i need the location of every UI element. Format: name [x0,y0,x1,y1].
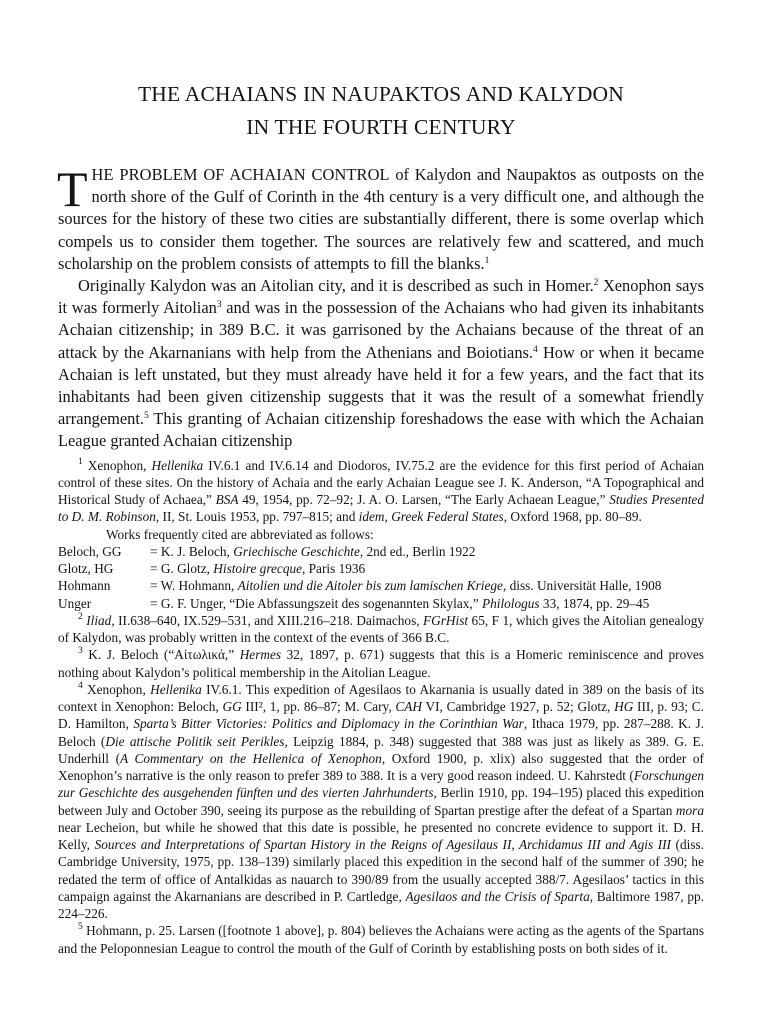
citation-title: Griechische Geschichte [233,543,360,559]
citation-title: Aitolien und die Aitoler bis zum lamischen Kriege [237,578,503,594]
abbreviation-row [58,577,704,594]
footnote-text: , II, St. Louis 1953, pp. 797–815; and [155,509,359,525]
article-body [57,161,704,453]
footnote-number: 3 [78,646,83,657]
citation-title: BSA [215,492,239,508]
footnote-5 [58,922,704,957]
footnote-text: IV.6.1 and IV.6.14 and Diodoros, IV.75.2 are the evidence for this first period of Achaian control of these sites. On the history of Achaia and the early Achaian League see J. K. Anderson, “A Topographical and Historical Study of Achaea,” [58,457,704,508]
footnote-text: 65, F 1, which gives the Aitolian genealogy of Kalydon, was probably written in the context of the events of 366 B.C. [58,612,704,646]
citation-title: Hermes [239,647,282,663]
footnote-text: 32, 1897, p. 671) suggests that this is a Homeric reminiscence and proves nothing about Kalydon’s political membership in the Aitolian League. [58,647,704,680]
footnote-ref-4: 4 [533,344,538,355]
abbreviation-value [150,577,704,594]
abbreviation-key: Glotz, HG [58,561,114,577]
footnote-ref-5: 5 [144,411,149,422]
footnote-text: (diss. Cambridge University, 1975, pp. 138–139) similarly placed this expedition in the second half of the summer of 390; he redated the term of office of Antalkidas as nauarch to 390/89 from the usually accepted 388/7. Agesilaos’ tactics in this campaign against the Akarnanians are described in P. Cartledge, [58,837,704,904]
paragraph-2-text-f: This granting of Achaian citizenship foreshadows the ease with which the Achaian League granted Achaian citizenship [58,409,704,451]
article-title [58,78,704,144]
citation-title: Hellenika [150,681,202,697]
abbreviation-value [150,543,704,560]
footnote-2 [58,612,704,647]
citation-title: Philologus [481,595,540,611]
abbreviation-text: = G. F. Unger, “Die Abfassungszeit des sogenannten Skylax,” [150,595,482,611]
footnote-text: IV.6.1. This expedition of Agesilaos to Akarnania is usually dated in 389 on the basis of its context in Xenophon: Beloch, [58,681,705,715]
footnote-text: III, p. 93; C. D. Hamilton, [58,699,705,732]
citation-title: Sources and Interpretations of Spartan History in the Reigns of Agesilaus II, Archidamus III and Agis III [94,837,671,853]
footnote-text: Xenophon, [82,681,151,697]
footnote-ref-2: 2 [593,278,599,289]
footnote-text: Hohmann, p. 25. Larsen ([footnote 1 above], p. 804) believes the Achaians were acting as the agents of the Spartans and the Peloponnesian League to control the mouth of the Gulf of Corinth by establishing posts on both sides of it. [58,923,704,956]
paragraph-1 [57,161,704,275]
footnote-ref-3: 3 [216,300,222,311]
paragraph-2 [58,275,704,453]
footnote-text: VI, Cambridge 1927, p. 52; Glotz, [422,699,615,715]
citation-title: HG [614,699,634,715]
paragraph-2-text-e: How or when it became Achaian is left unstated, but they must already have held it for a few years, and the fact that its inhabitants had been given citizenship suggests that it was the result of a somewhat friendly arrangement. [58,342,704,429]
abbreviation-text: = W. Hohmann, [150,578,238,594]
title-line-2: IN THE FOURTH CENTURY [246,115,516,139]
abbreviation-text: = G. Glotz, [150,561,214,577]
citation-title: Agesilaos and the Crisis of Sparta [405,888,590,904]
citation-title: Greek Federal States [391,509,504,525]
footnote-number: 5 [78,922,83,933]
footnote-text: Xenophon, [82,457,152,473]
paragraph-1-text: of Kalydon and Naupaktos as outposts on the north shore of the Gulf of Corinth in the 4th century is a very difficult one, and although the sources for the history of these two cities are substantially different, there is some overlap which compels us to consider them together. The sources are relatively few and scattered, and much scholarship on the problem consists of attempts to fill the blanks. [58,165,704,273]
citation-title: Iliad [86,612,112,628]
abbreviation-row [58,595,704,612]
citation-title: idem [358,509,385,525]
footnote-text: K. J. Beloch (“Αἰτωλικά,” [82,647,240,663]
abbreviation-text: 33, 1874, pp. 29–45 [539,595,650,611]
lead-in-caps: HE PROBLEM OF ACHAIAN CONTROL [91,165,390,184]
footnote-text: , Ithaca 1979, pp. 287–288. K. J. Beloch ( [58,716,704,749]
footnote-text: , Berlin 1910, pp. 194–195) placed this expedition between July and October 390, seeing its purpose as the rebuilding of Spartan prestige after the defeat of a Spartan [58,785,704,818]
footnote-text: , Oxford 1900, p. xlix) also suggested that the order of Xenophon’s narrative is the only reason to prefer 389 to 388. It is a very good reason indeed. U. Kahrstedt ( [58,750,704,784]
abbreviations-heading: Works frequently cited are abbreviated as follows: [106,526,374,542]
abbreviation-key: Unger [58,595,92,611]
abbreviation-key: Hohmann [58,578,111,594]
abbreviation-text: = K. J. Beloch, [150,543,234,559]
citation-title: Studies Presented to D. M. Robinson [58,492,704,525]
abbreviation-text: , 2nd ed., Berlin 1922 [359,543,476,559]
era-abbrev: B.C. [249,320,280,340]
abbreviations-list [58,543,704,612]
abbreviation-row [58,543,704,560]
footnote-3 [58,646,704,681]
footnote-ref-1: 1 [484,255,490,266]
citation-title: CAH [395,699,423,715]
abbreviation-value [150,595,704,612]
footnote-text: 49, 1954, pp. 72–92; J. A. O. Larsen, “The Early Achaean League,” [238,492,610,508]
citation-title: Hellenika [151,457,204,473]
paragraph-2-text-b: Xenophon says it was formerly Aitolian [58,276,704,318]
page [58,78,704,957]
drop-cap: T [57,161,88,217]
footnote-text: , II.638–640, IX.529–531, and XIII.216–218. Daimachos, [111,612,424,628]
abbreviation-value [150,560,704,577]
footnote-1 [58,457,704,526]
paragraph-2-text-a: Originally Kalydon was an Aitolian city, and it is described as such in Homer. [78,276,594,296]
footnote-text: III², 1, pp. 86–87; M. Cary, [241,699,396,715]
paragraph-2-text-c: and was in the possession of the Achaians who had given its inhabitants Achaian citizenship; in 389 [58,298,704,340]
citation-title: A Commentary on the Hellenica of Xenophon [120,750,382,766]
footnote-text: , [384,509,392,525]
citation-title: Die attische Politik seit Perikles [105,733,285,749]
foreign-term: mora [675,802,704,818]
abbreviation-key: Beloch, GG [58,543,122,559]
footnote-text: , Leipzig 1884, p. 348) suggested that 388 was just as likely as 389. G. E. Underhill ( [58,733,704,766]
citation-title: GG [222,699,242,715]
footnote-4 [58,681,704,923]
citation-title: Histoire grecque [213,561,303,577]
footnote-text: , Oxford 1968, pp. 80–89. [503,509,642,525]
footnote-number: 1 [78,456,83,467]
footnotes [58,457,704,957]
footnote-number: 4 [78,680,83,691]
footnote-number: 2 [78,611,83,622]
citation-title: Forschungen zur Geschichte des ausgehenden fünften und des vierten Jahrhunderts [58,768,704,801]
abbreviation-text: , Paris 1936 [302,561,366,577]
citation-title: Sparta’s Bitter Victories: Politics and Diplomacy in the Corinthian War [133,716,524,732]
title-line-1: THE ACHAIANS IN NAUPAKTOS AND KALYDON [137,82,625,106]
footnote-text: , Baltimore 1987, pp. 224–226. [58,888,704,922]
citation-title: FGrHist [423,612,469,628]
abbreviation-row [58,560,704,577]
paragraph-2-text-d: it was garrisoned by the Achaians because of the threat of an attack by the Akarnanians with help from the Athenians and Boiotians. [58,320,704,362]
footnote-text: near Lecheion, but while he showed that this date is possible, he presented no concrete evidence to support it. D. H. Kelly, [58,819,704,853]
abbreviation-text: , diss. Universität Halle, 1908 [502,578,662,594]
